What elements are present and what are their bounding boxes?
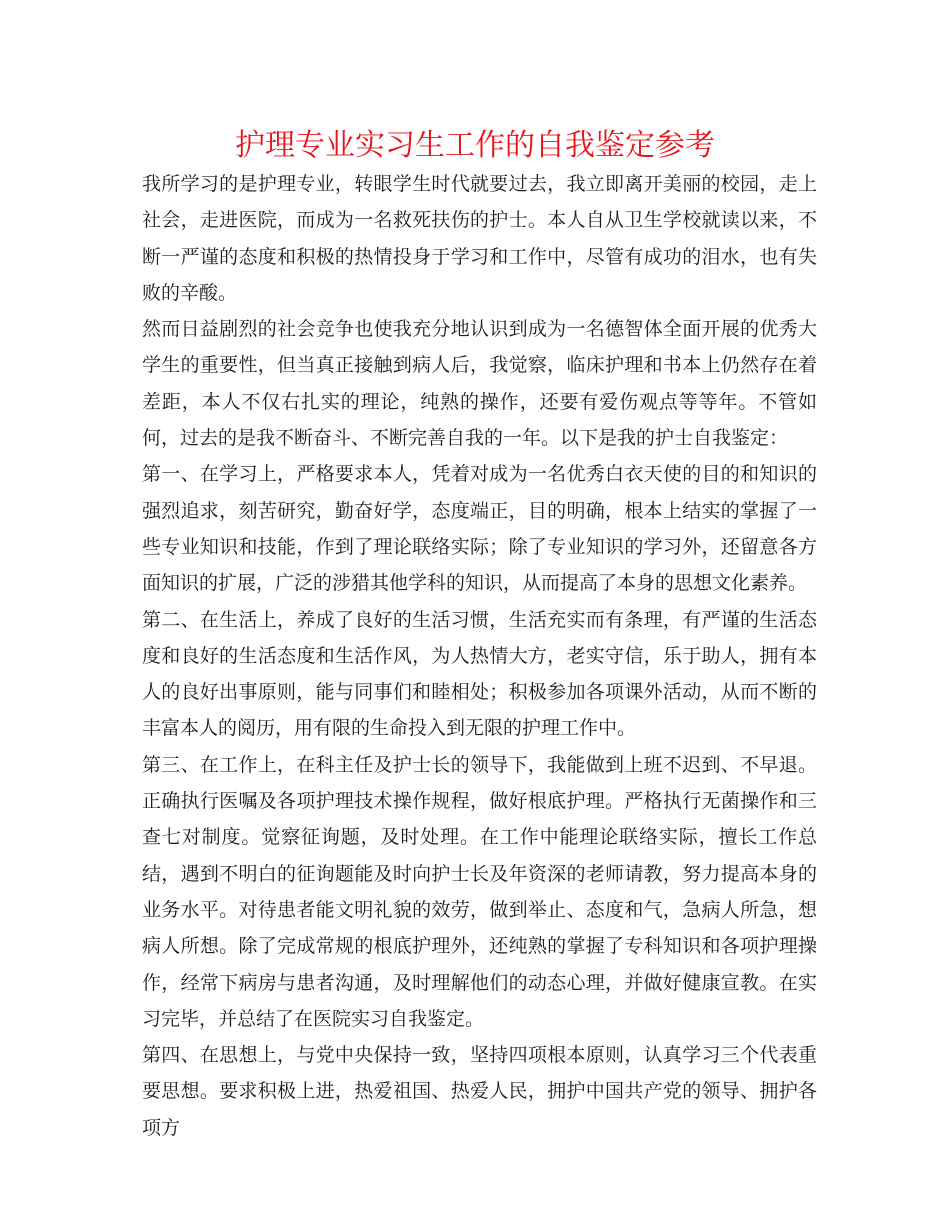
document-body: [142, 166, 817, 1146]
paragraph-work: 第三、在工作上，在科主任及护士长的领导下，我能做到上班不迟到、不早退。正确执行医嘱及各项护理技术操作规程，做好根底护理。严格执行无菌操作和三查七对制度。觉察征询题，及时处理。在工作中能理论联络实际，擅长工作总结，遇到不明白的征询题能及时向护士长及年资深的老师请教，努力提高本身的业务水平。对待患者能文明礼貌的效劳，做到举止、态度和气，急病人所急，想病人所想。除了完成常规的根底护理外，还纯熟的掌握了专科知识和各项护理操作，经常下病房与患者沟通，及时理解他们的动态心理，并做好健康宣教。在实习完毕，并总结了在医院实习自我鉴定。: [142, 753, 817, 1030]
paragraph-study: 第一、在学习上，严格要求本人，凭着对成为一名优秀白衣天使的目的和知识的强烈追求，刻苦研究，勤奋好学，态度端正，目的明确，根本上结实的掌握了一些专业知识和技能，作到了理论联络实际；除了专业知识的学习外，还留意各方面知识的扩展，广泛的涉猎其他学科的知识，从而提高了本身的思想文化素养。: [142, 463, 817, 595]
paragraph-thought: 第四、在思想上，与党中央保持一致，坚持四项根本原则，认真学习三个代表重要思想。要求积极上进，热爱祖国、热爱人民，拥护中国共产党的领导、拥护各项方: [142, 1044, 817, 1139]
paragraph-intro: 我所学习的是护理专业，转眼学生时代就要过去，我立即离开美丽的校园，走上社会，走进医院，而成为一名救死扶伤的护士。本人自从卫生学校就读以来，不断一严谨的态度和积极的热情投身于学习和工作中，尽管有成功的泪水，也有失败的辛酸。: [142, 173, 817, 304]
paragraph-life: 第二、在生活上，养成了良好的生活习惯，生活充实而有条理，有严谨的生活态度和良好的生活态度和生活作风，为人热情大方，老实守信，乐于助人，拥有本人的良好出事原则，能与同事们和睦相处；积极参加各项课外活动，从而不断的丰富本人的阅历，用有限的生命投入到无限的护理工作中。: [142, 608, 817, 740]
paragraph-competition: 然而日益剧烈的社会竞争也使我充分地认识到成为一名德智体全面开展的优秀大学生的重要性，但当真正接触到病人后，我觉察，临床护理和书本上仍然存在着差距，本人不仅右扎实的理论，纯熟的操作，还要有爱伤观点等等年。不管如何，过去的是我不断奋斗、不断完善自我的一年。以下是我的护士自我鉴定：: [142, 318, 817, 450]
document-title: 护理专业实习生工作的自我鉴定参考: [235, 128, 715, 163]
